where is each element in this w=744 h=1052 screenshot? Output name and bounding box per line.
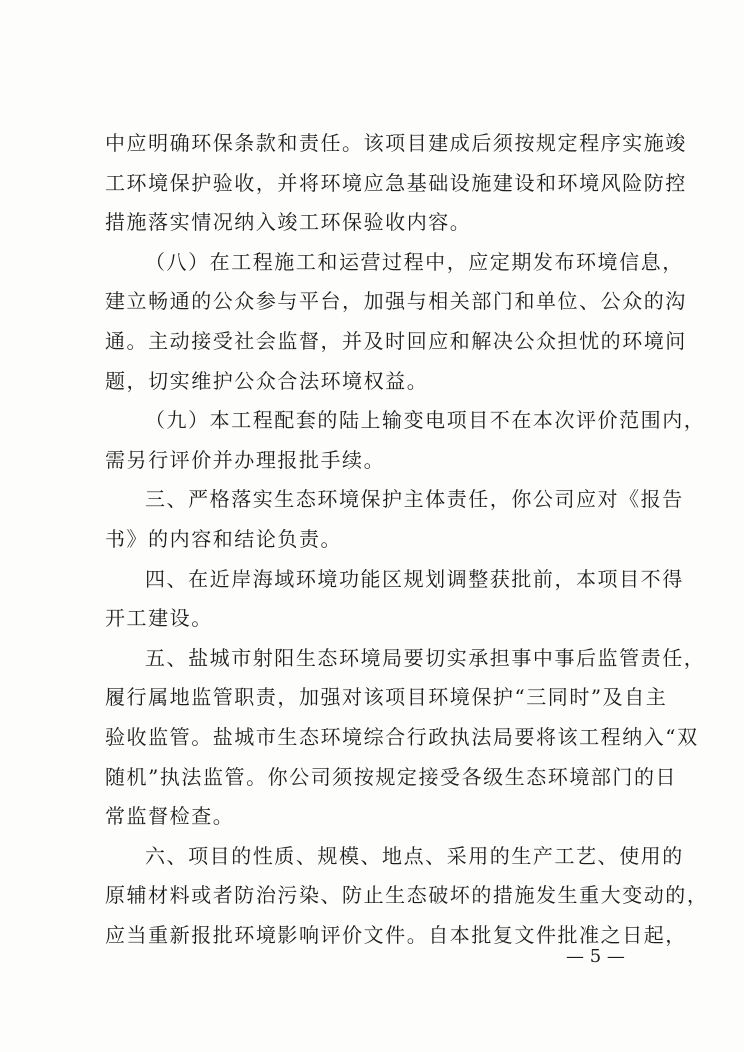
- text-line: 书》的内容和结论负责。: [105, 526, 343, 551]
- text-line: 开工建设。: [105, 606, 213, 631]
- text-line: 通。主动接受社会监督，并及时回应和解决公众担忧的环境问: [105, 328, 687, 353]
- text-line: 原辅材料或者防治污染、防止生态破坏的措施发生重大变动的，: [105, 883, 709, 908]
- text-line: 工环境保护验收，并将环境应急基础设施建设和环境风险防控: [105, 170, 687, 195]
- text-line: 应当重新报批环境影响评价文件。自本批复文件批准之日起，: [105, 922, 687, 947]
- paragraph-start-line: 五、盐城市射阳生态环境局要切实承担事中事后监管责任，: [145, 645, 706, 670]
- paragraph-start-line: （八）在工程施工和运营过程中，应定期发布环境信息，: [145, 249, 684, 274]
- text-line: 措施落实情况纳入竣工环保验收内容。: [105, 210, 472, 235]
- text-line: 中应明确环保条款和责任。该项目建成后须按规定程序实施竣: [105, 131, 687, 155]
- body-text: [105, 124, 709, 955]
- text-line: 需另行评价并办理报批手续。: [105, 447, 386, 472]
- text-line: 履行属地监管职责，加强对该项目环境保护“三同时”及自主: [105, 685, 668, 710]
- text-line: 验收监管。盐城市生态环境综合行政执法局要将该工程纳入“双: [105, 724, 699, 749]
- paragraph-start-line: （九）本工程配套的陆上输变电项目不在本次评价范围内，: [145, 408, 706, 433]
- text-line: 建立畅通的公众参与平台，加强与相关部门和单位、公众的沟: [105, 289, 687, 314]
- paragraph-start-line: 三、严格落实生态环境保护主体责任，你公司应对《报告: [145, 487, 684, 512]
- text-line: 常监督检查。: [105, 804, 235, 829]
- text-line: 题，切实维护公众合法环境权益。: [105, 368, 429, 393]
- text-line: 随机”执法监管。你公司须按规定接受各级生态环境部门的日: [105, 764, 678, 789]
- paragraph-start-line: 六、项目的性质、规模、地点、采用的生产工艺、使用的: [145, 843, 684, 868]
- page-number: — 5 —: [566, 946, 625, 967]
- paragraph-start-line: 四、在近岸海域环境功能区规划调整获批前，本项目不得: [145, 566, 684, 591]
